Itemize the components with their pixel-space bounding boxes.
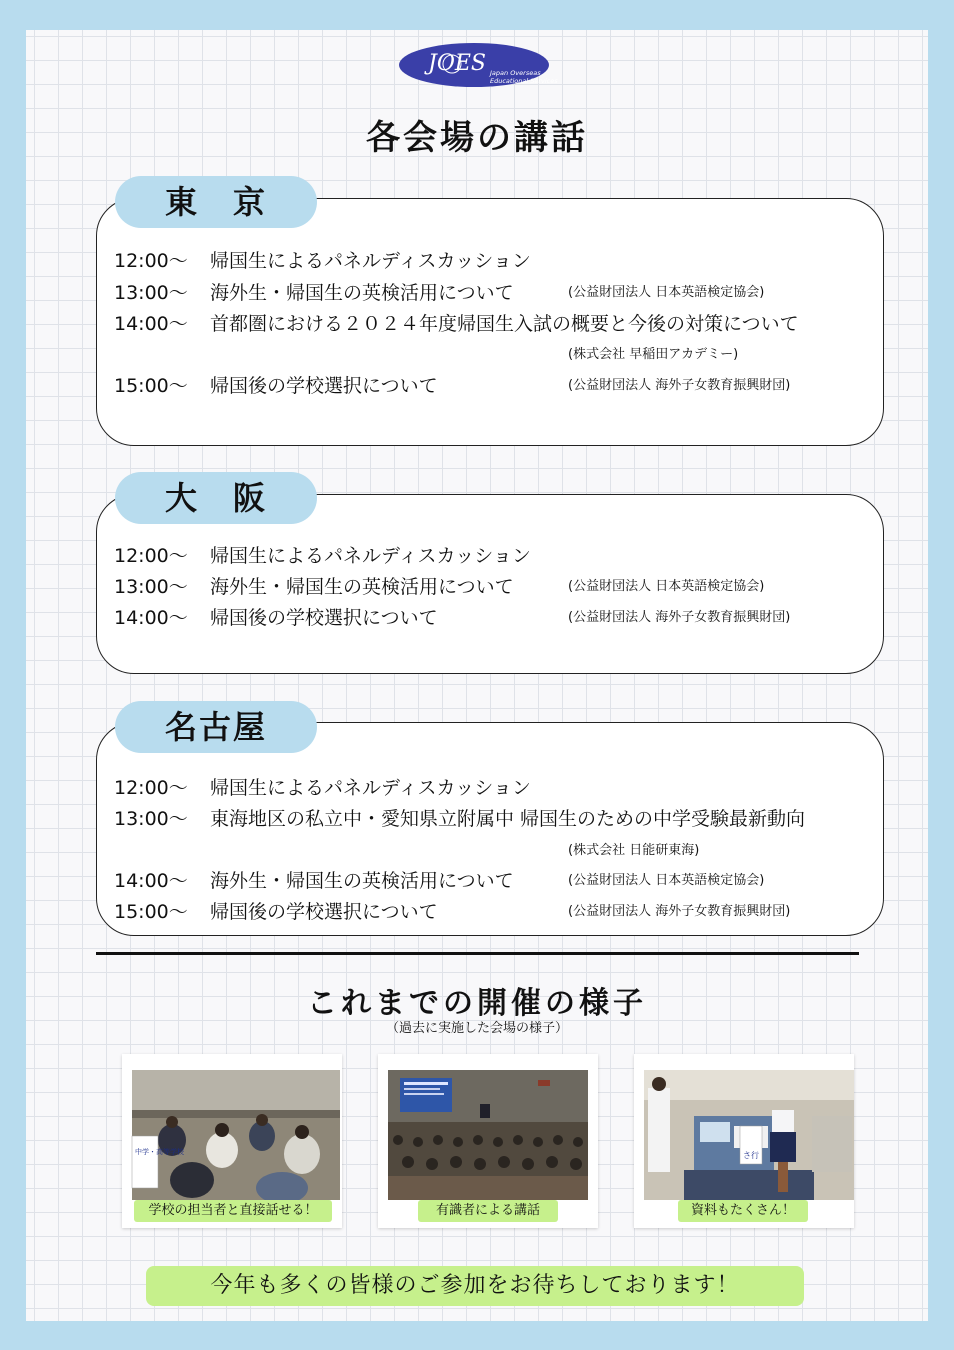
tokyo-tab: 東 京 xyxy=(115,176,317,228)
osaka-tab: 大 阪 xyxy=(115,472,317,524)
booth-sign: 中学・高等学校 xyxy=(135,1148,184,1156)
past-events-subtitle: （過去に実施した会場の様子） xyxy=(385,1021,568,1036)
time: 15:00〜 xyxy=(114,901,188,923)
caption-lecture: 有識者による講話 xyxy=(418,1200,558,1222)
time: 14:00〜 xyxy=(114,607,188,629)
organizer: (公益財団法人 海外子女教育振興財団) xyxy=(568,378,791,393)
time: 15:00〜 xyxy=(114,375,188,397)
caption-school-booths: 学校の担当者と直接話せる！ xyxy=(134,1200,332,1222)
nagoya-tab: 名古屋 xyxy=(115,701,317,753)
organizer: (公益財団法人 海外子女教育振興財団) xyxy=(568,610,791,625)
organizer: (公益財団法人 海外子女教育振興財団) xyxy=(568,904,791,919)
photo-image-materials xyxy=(644,1070,854,1200)
materials-sign: さ行 xyxy=(743,1151,759,1160)
closing-banner: 今年も多くの皆様のご参加をお待ちしております！ xyxy=(146,1266,804,1306)
time: 12:00〜 xyxy=(114,777,188,799)
time: 14:00〜 xyxy=(114,870,188,892)
time: 13:00〜 xyxy=(114,808,188,830)
topic: 帰国後の学校選択について xyxy=(210,375,438,397)
organizer: (公益財団法人 日本英語検定協会) xyxy=(568,873,765,888)
time: 12:00〜 xyxy=(114,250,188,272)
photo-image-lecture xyxy=(388,1070,588,1200)
section-divider xyxy=(96,952,859,955)
logo-mark: JOES xyxy=(428,51,486,76)
joes-logo xyxy=(398,42,558,88)
topic: 帰国後の学校選択について xyxy=(210,607,438,629)
time: 13:00〜 xyxy=(114,576,188,598)
topic: 海外生・帰国生の英検活用について xyxy=(210,282,514,304)
topic: 海外生・帰国生の英検活用について xyxy=(210,870,514,892)
time: 14:00〜 xyxy=(114,313,188,335)
logo-line2: Educational Services xyxy=(490,77,558,85)
topic: 帰国生によるパネルディスカッション xyxy=(210,777,531,799)
topic: 首都圏における２０２４年度帰国生入試の概要と今後の対策について xyxy=(210,313,799,335)
topic: 帰国生によるパネルディスカッション xyxy=(210,250,531,272)
organizer: (公益財団法人 日本英語検定協会) xyxy=(568,579,765,594)
organizer: (株式会社 早稲田アカデミー) xyxy=(568,347,739,362)
topic: 帰国後の学校選択について xyxy=(210,901,438,923)
caption-materials: 資料もたくさん！ xyxy=(678,1200,808,1222)
photo-image-booths xyxy=(132,1070,340,1200)
topic: 帰国生によるパネルディスカッション xyxy=(210,545,531,567)
topic: 東海地区の私立中・愛知県立附属中 帰国生のための中学受験最新動向 xyxy=(210,808,806,830)
organizer: (株式会社 日能研東海) xyxy=(568,843,700,858)
time: 13:00〜 xyxy=(114,282,188,304)
past-events-title: これまでの開催の様子 xyxy=(307,986,647,1021)
organizer: (公益財団法人 日本英語検定協会) xyxy=(568,285,765,300)
topic: 海外生・帰国生の英検活用について xyxy=(210,576,514,598)
logo-line1: Japan Overseas xyxy=(490,69,541,77)
main-title: 各会場の講話 xyxy=(366,118,588,158)
time: 12:00〜 xyxy=(114,545,188,567)
